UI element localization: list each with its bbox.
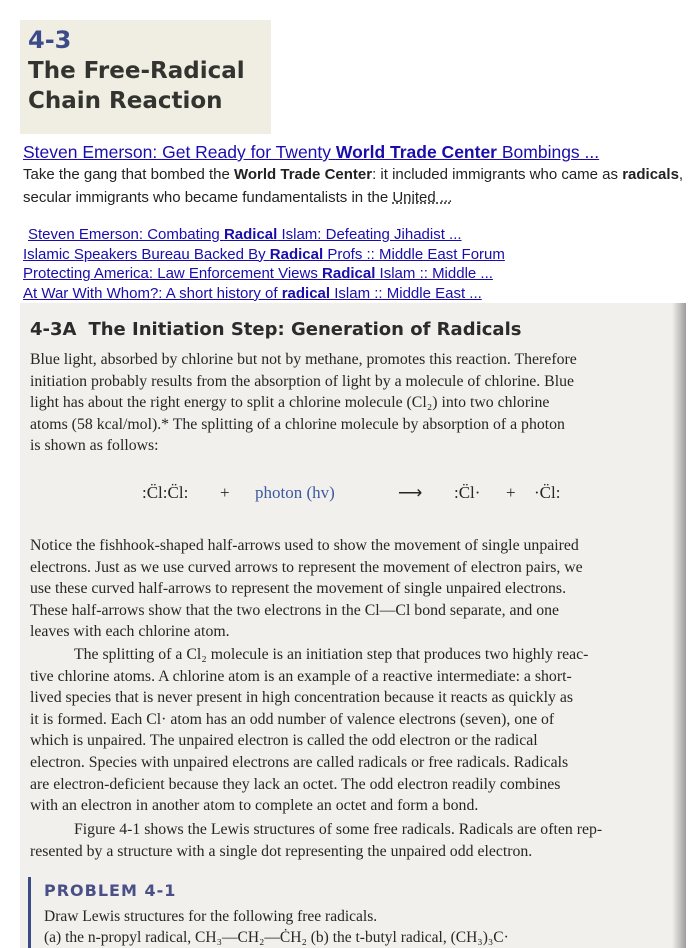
text-line: which is unpaired. The unpaired electron is called the odd electron or the radical (30, 732, 538, 750)
text-line: tive chlorine atoms. A chlorine atom is an example of a reactive intermediate: a short- (30, 667, 572, 685)
plus-sign: + (506, 483, 516, 502)
related-link-bold: Radical (223, 226, 278, 243)
search-result (23, 141, 693, 209)
result-title-text: Steven Emerson: Get Ready for Twenty (23, 142, 336, 162)
text-line: electron. Species with unpaired electrons are called radicals or free radicals. Radicals (30, 753, 569, 771)
problem-text: Draw Lewis structures for the following free radicals. (44, 908, 378, 925)
snippet-bold: World Trade Center (234, 166, 373, 183)
related-link-4[interactable] (23, 284, 693, 304)
problem-title: PROBLEM 4-1 (44, 881, 177, 900)
reactant-cl2: :C̈l:C̈l: (142, 483, 189, 502)
text-line: resented by a structure with a single dot representing the unpaired odd electron. (30, 842, 533, 860)
result-title-bold: World Trade Center (335, 142, 497, 162)
reaction-arrow: ⟶ (398, 483, 423, 502)
text-line: atoms (58 kcal/mol).* The splitting of a chlorine molecule by absorption of a photon (30, 415, 565, 433)
product-cl-radical: :C̈l· (454, 483, 481, 502)
result-title-link[interactable] (23, 141, 693, 163)
paragraph-1 (30, 349, 680, 457)
text-line: with an electron in another atom to complete an octet and form a bond. (30, 797, 479, 815)
text-line: initiation probably results from the absorption of light by a molecule of chlorine. Blue (30, 372, 574, 390)
related-link-bold: Radical (322, 265, 376, 283)
snippet-text: Take the gang that bombed the (23, 166, 234, 183)
thumbnail-title-line2: Chain Reaction (28, 88, 223, 114)
snippet-text: : it included immigrants who came as (372, 166, 623, 183)
section-number: 4-3A (30, 319, 77, 340)
snippet-text: , secular immigrants who became fundamentalists in the (23, 166, 684, 206)
text-line: is shown as follows: (30, 437, 159, 455)
text-line: The splitting of a Cl₂ molecule is an initiation step that produces two highly reac- (74, 646, 589, 663)
plus-sign: + (220, 483, 230, 502)
problem-parts-cut: (a) the n-propyl radical, CH₃—CH₂—ĊH₂ (b) the t-butyl radical, (CH₃)₃C· (44, 929, 509, 946)
related-link-1[interactable] (23, 225, 693, 245)
related-link-bold: radical (281, 284, 331, 302)
related-link-text: At War With Whom?: A short history of (23, 284, 282, 302)
textbook-page-scan (20, 303, 686, 948)
text-line: These half-arrows show that the two electrons in the Cl—Cl bond separate, and one (30, 601, 560, 619)
text-line: it is formed. Each Cl· atom has an odd number of valence electrons (seven), one of (30, 710, 555, 728)
text-line: are electron-deficient because they lack an octet. The odd electron readily combines (30, 775, 561, 793)
related-link-text: Islam :: Middle ... (375, 265, 493, 283)
chlorine-photolysis-equation (20, 483, 660, 513)
related-link-text: Islamic Speakers Bureau Backed By (23, 245, 270, 263)
snippet-bold: radicals (622, 166, 679, 183)
related-link-text: Protecting America: Law Enforcement Views (23, 265, 323, 283)
book-heading-thumbnail (20, 20, 271, 134)
related-link-2[interactable] (23, 245, 693, 265)
thumbnail-title (28, 56, 245, 116)
result-snippet (23, 163, 693, 209)
related-link-text: Islam: Defeating Jihadist ... (277, 226, 462, 243)
paragraph-2 (30, 535, 680, 643)
related-links (23, 225, 693, 303)
related-link-text: Steven Emerson: Combating (28, 226, 224, 243)
related-link-3[interactable] (23, 264, 693, 284)
snippet-dotted-text: United ... (392, 189, 453, 206)
photon-label: photon (hv) (255, 483, 335, 502)
section-title: The Initiation Step: Generation of Radicals (88, 319, 522, 340)
related-link-text: Profs :: Middle East Forum (323, 245, 505, 263)
product-cl-radical: ·C̈l: (534, 483, 561, 502)
text-line: Notice the fishhook-shaped half-arrows used to show the movement of single unpaired (30, 537, 579, 554)
related-link-bold: Radical (269, 245, 324, 263)
thumbnail-section-number: 4-3 (28, 26, 72, 54)
text-line: electrons. Just as we use curved arrows to represent the movement of electron pairs, we (30, 558, 583, 576)
section-heading (30, 319, 521, 340)
text-line: leaves with each chlorine atom. (30, 623, 230, 641)
text-line: use these curved half-arrows to represent the movement of single unpaired electrons. (30, 580, 567, 598)
text-line: lived species that is never present in high concentration because it reacts as quickly as (30, 689, 574, 707)
result-title-text-end: Bombings ... (497, 142, 600, 162)
paragraph-4 (30, 819, 680, 862)
paragraph-3 (30, 644, 680, 817)
text-line: Figure 4-1 shows the Lewis structures of some free radicals. Radicals are often rep- (74, 821, 603, 838)
related-link-text: Islam :: Middle East ... (330, 284, 482, 302)
text-line: light has about the right energy to split a chlorine molecule (Cl₂) into two chlorine (30, 394, 550, 412)
thumbnail-title-line1: The Free-Radical (28, 58, 245, 84)
problem-accent-bar (28, 877, 31, 948)
text-line: Blue light, absorbed by chlorine but not by methane, promotes this reaction. Therefore (30, 351, 577, 368)
